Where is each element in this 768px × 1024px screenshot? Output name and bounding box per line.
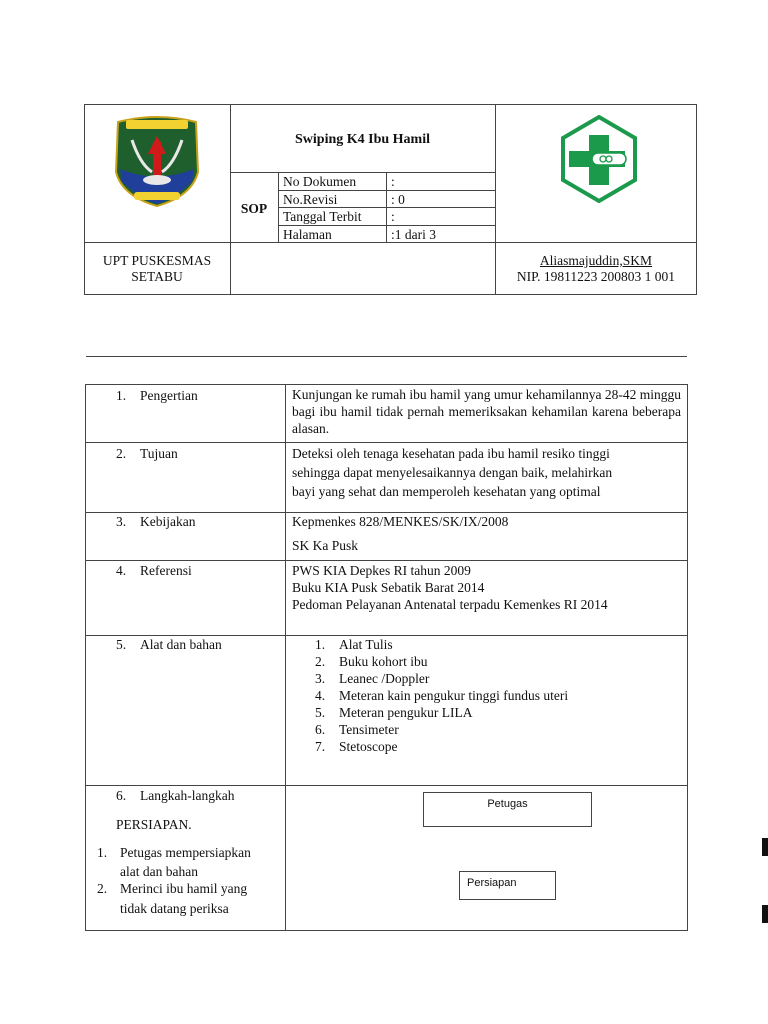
list-item-number: 1. — [315, 637, 326, 652]
meta-label-halaman: Halaman — [283, 227, 332, 242]
section-number-3: 3. — [116, 514, 127, 529]
section-text-tujuan-line1: Deteksi oleh tenaga kesehatan pada ibu hamil resiko tinggi — [292, 446, 610, 461]
puskesmas-logo-icon — [555, 115, 643, 203]
section-text-referensi-line3: Pedoman Pelayanan Antenatal terpadu Kemenkes RI 2014 — [292, 597, 608, 612]
step-text-line2: alat dan bahan — [120, 864, 198, 879]
list-item: Alat Tulis — [339, 637, 393, 652]
step-text-line2: tidak datang periksa — [120, 901, 229, 916]
flowchart-label-petugas: Petugas — [487, 798, 528, 810]
section-text-pengertian: Kunjungan ke rumah ibu hamil yang umur kehamilannya 28-42 minggu bagi ibu hamil tidak pernah memeriksakan kehamilan karena beberapa alasan. — [292, 387, 681, 436]
meta-value-no-revisi: : 0 — [391, 192, 405, 207]
sop-label: SOP — [240, 201, 268, 216]
section-number-6: 6. — [116, 788, 127, 803]
step-text-line1: Petugas mempersiapkan — [120, 845, 251, 860]
edge-mark — [762, 838, 768, 856]
section-text-referensi-line2: Buku KIA Pusk Sebatik Barat 2014 — [292, 580, 485, 595]
step-number: 2. — [97, 881, 108, 896]
list-item: Meteran kain pengukur tinggi fundus uteri — [339, 688, 569, 703]
section-text-kebijakan-line1: Kepmenkes 828/MENKES/SK/IX/2008 — [292, 514, 509, 529]
section-number-5: 5. — [116, 637, 127, 652]
org-name-line1: UPT PUSKESMAS — [102, 253, 212, 268]
flowchart-label-persiapan: Persiapan — [467, 877, 517, 889]
section-label-kebijakan: Kebijakan — [140, 514, 196, 529]
subheading-persiapan: PERSIAPAN. — [116, 817, 192, 832]
signer-nip: NIP. 19811223 200803 1 001 — [516, 269, 676, 284]
list-item-number: 7. — [315, 739, 326, 754]
step-number: 1. — [97, 845, 108, 860]
section-label-referensi: Referensi — [140, 563, 192, 578]
section-label-pengertian: Pengertian — [140, 388, 198, 403]
list-item: Leanec /Doppler — [339, 671, 430, 686]
signer-name: Aliasmajuddin,SKM — [539, 253, 653, 268]
section-number-2: 2. — [116, 446, 127, 461]
list-item: Meteran pengukur LILA — [339, 705, 473, 720]
list-item: Tensimeter — [339, 722, 399, 737]
section-number-4: 4. — [116, 563, 127, 578]
list-item: Buku kohort ibu — [339, 654, 428, 669]
edge-mark — [762, 905, 768, 923]
section-text-tujuan-line3: bayi yang sehat dan memperoleh kesehatan yang optimal — [292, 484, 601, 499]
meta-value-no-dokumen: : — [391, 174, 395, 189]
step-text-line1: Merinci ibu hamil yang — [120, 881, 248, 896]
list-item-number: 6. — [315, 722, 326, 737]
list-item-number: 2. — [315, 654, 326, 669]
section-label-alat-dan-bahan: Alat dan bahan — [140, 637, 222, 652]
list-item-number: 3. — [315, 671, 326, 686]
section-text-kebijakan-line2: SK Ka Pusk — [292, 538, 359, 553]
section-text-tujuan-line2: sehingga dapat menyelesaikannya dengan baik, melahirkan — [292, 465, 613, 480]
meta-label-no-revisi: No.Revisi — [283, 192, 338, 207]
list-item-number: 5. — [315, 705, 326, 720]
section-label-langkah-langkah: Langkah-langkah — [140, 788, 235, 803]
meta-value-tanggal-terbit: : — [391, 209, 395, 224]
meta-label-tanggal-terbit: Tanggal Terbit — [283, 209, 362, 224]
list-item-number: 4. — [315, 688, 326, 703]
meta-value-halaman: :1 dari 3 — [391, 227, 436, 242]
section-text-referensi-line1: PWS KIA Depkes RI tahun 2009 — [292, 563, 471, 578]
regency-emblem-icon — [112, 114, 202, 208]
document-title: Swiping K4 Ibu Hamil — [295, 132, 430, 147]
section-number-1: 1. — [116, 388, 127, 403]
list-item: Stetoscope — [339, 739, 398, 754]
org-name-line2: SETABU — [131, 269, 183, 284]
divider — [86, 356, 687, 357]
meta-label-no-dokumen: No Dokumen — [283, 174, 357, 189]
section-label-tujuan: Tujuan — [140, 446, 178, 461]
